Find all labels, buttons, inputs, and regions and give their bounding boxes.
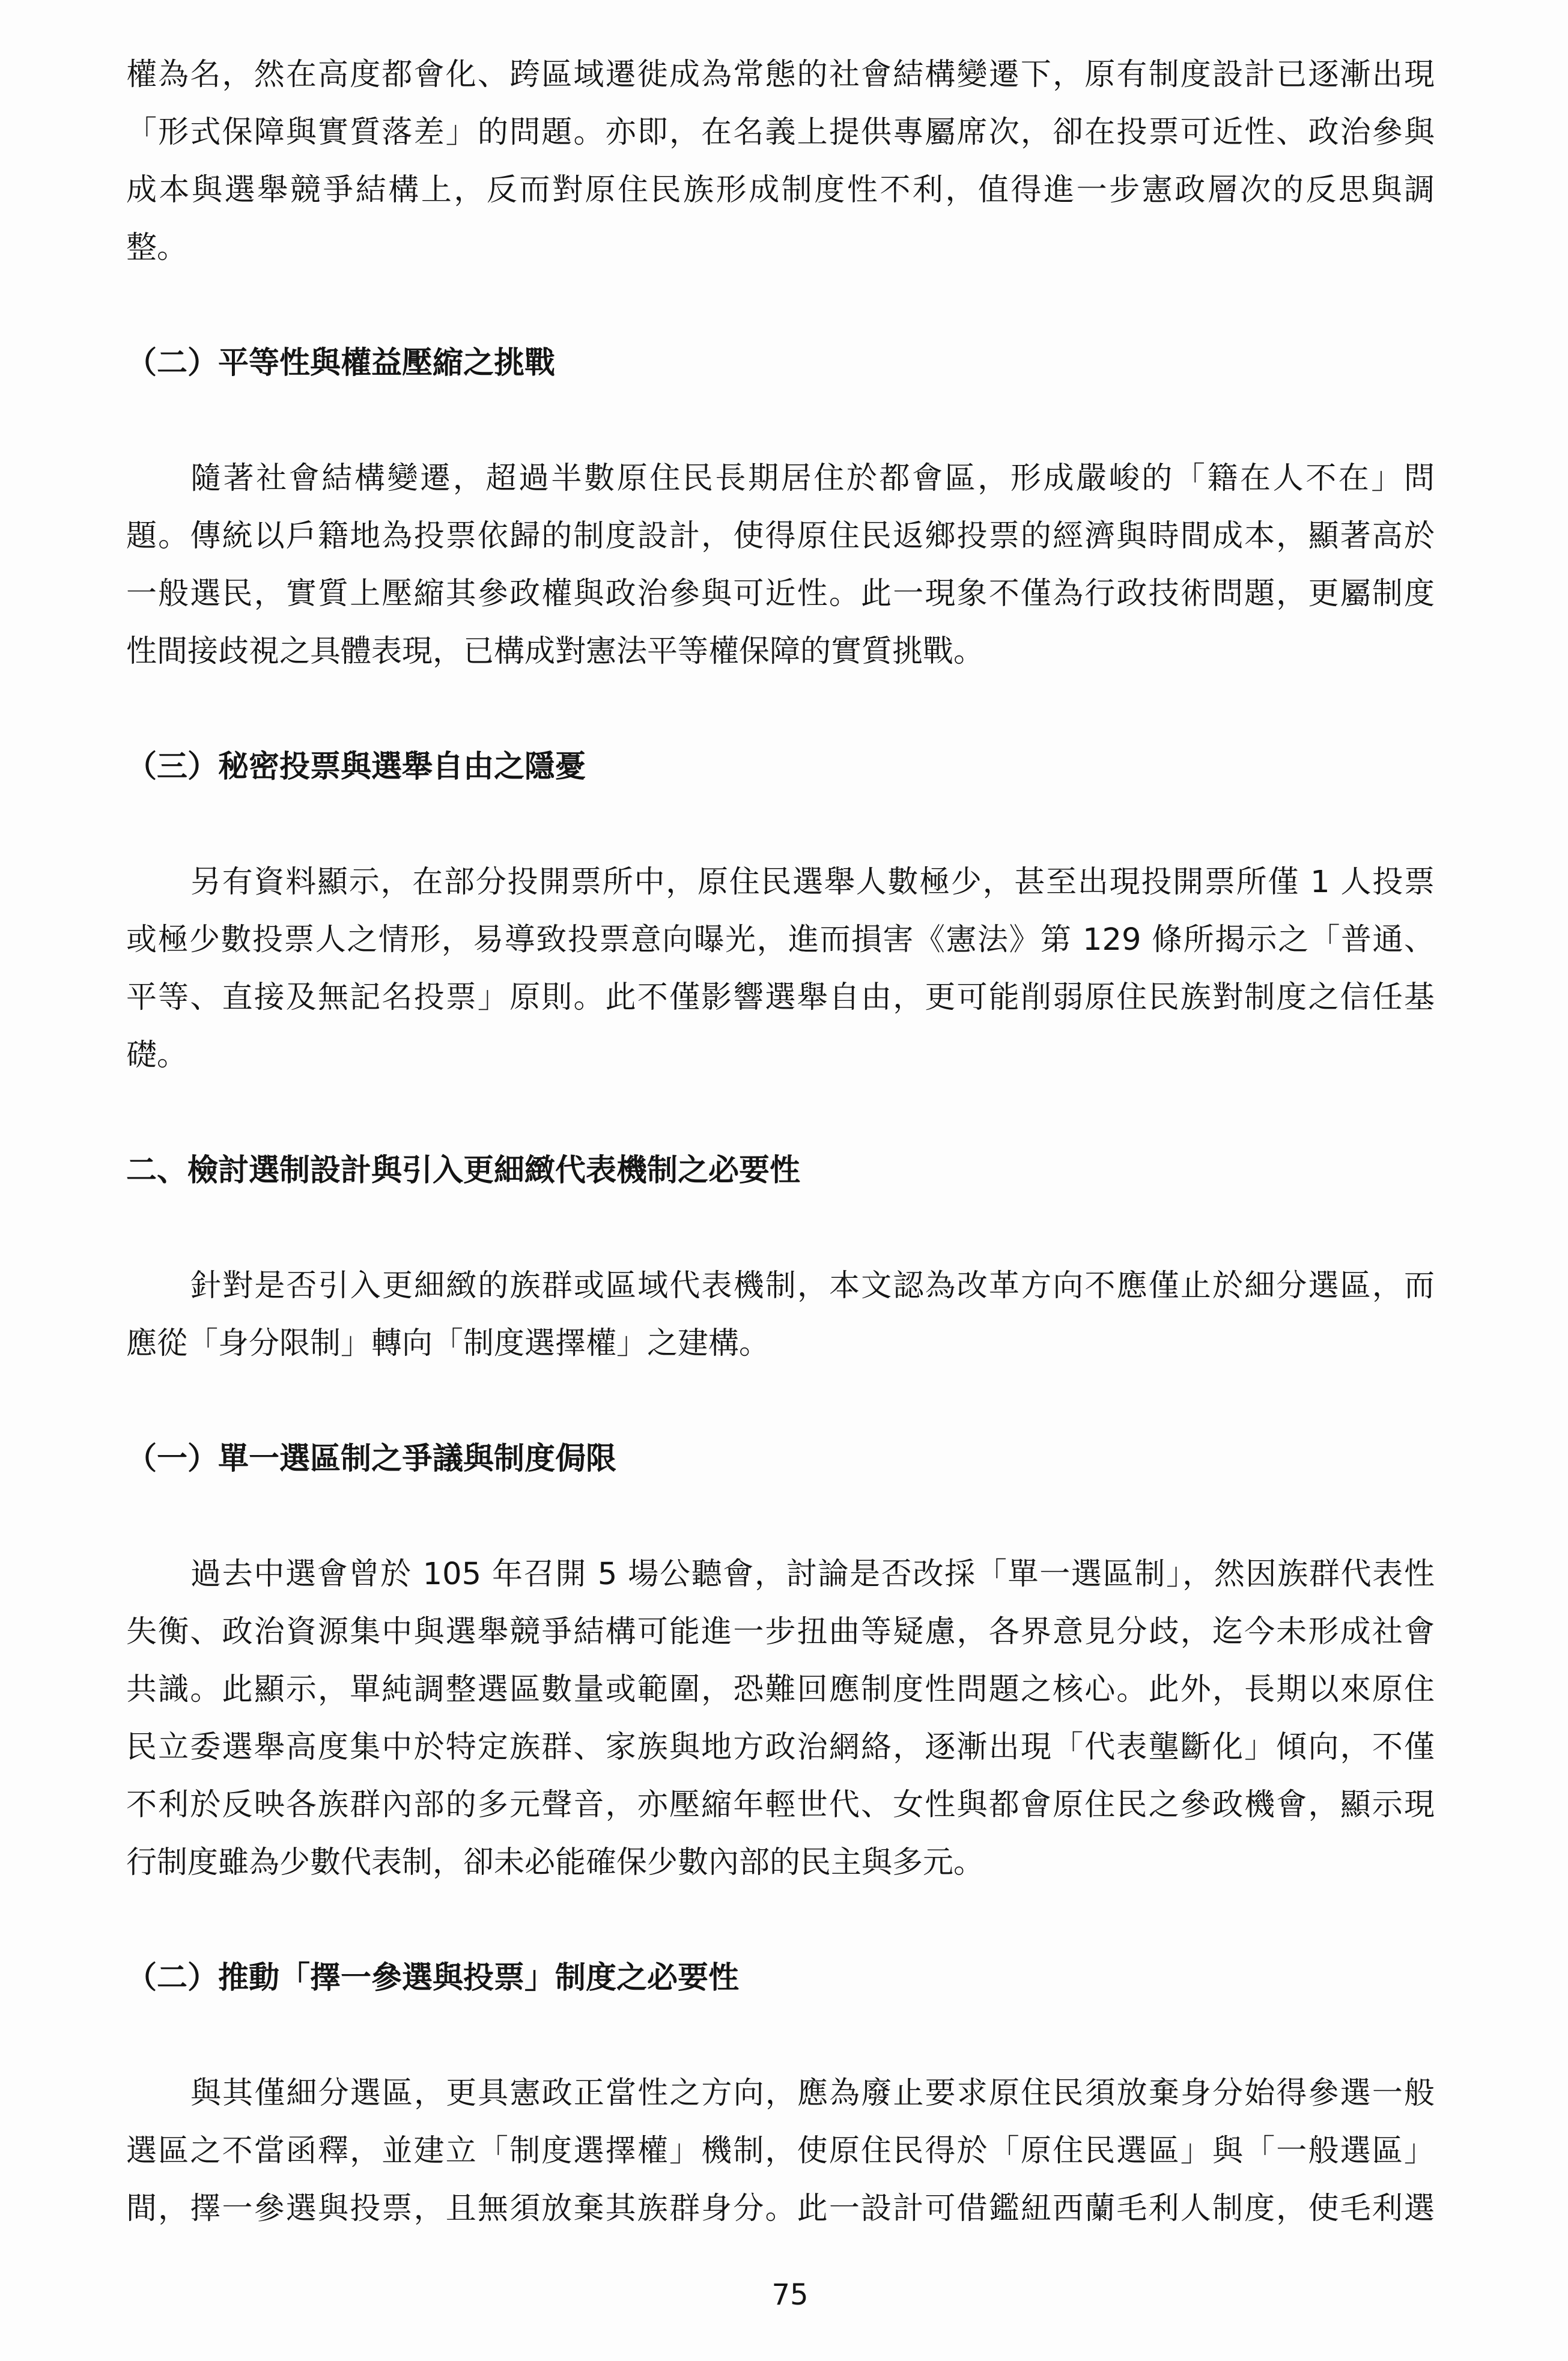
paragraph-line: 性間接歧視之具體表現，已構成對憲法平等權保障的實質挑戰。 bbox=[126, 634, 985, 669]
blank-line bbox=[126, 1488, 1435, 1546]
blank-line bbox=[126, 1084, 1435, 1142]
text-column bbox=[126, 46, 1435, 2238]
paragraph-line: 選區之不當函釋，並建立「制度選擇權」機制，使原住民得於「原住民選區」與「一般選區」 bbox=[126, 2133, 1435, 2169]
paragraph-line: 間，擇一參選與投票，且無須放棄其族群身分。此一設計可借鑑紐西蘭毛利人制度，使毛利選 bbox=[126, 2191, 1435, 2226]
page-number: 75 bbox=[771, 2278, 809, 2312]
paragraph-line: 不利於反映各族群內部的多元聲音，亦壓縮年輕世代、女性與都會原住民之參政機會，顯示現 bbox=[126, 1787, 1435, 1823]
subsection-heading: （三）秘密投票與選舉自由之隱憂 bbox=[126, 749, 586, 785]
paragraph-line: 與其僅細分選區，更具憲政正當性之方向，應為廢止要求原住民須放棄身分始得參選一般 bbox=[190, 2076, 1435, 2111]
paragraph-line: 整。 bbox=[126, 230, 188, 266]
blank-line bbox=[126, 392, 1435, 450]
paragraph-line: 應從「身分限制」轉向「制度選擇權」之建構。 bbox=[126, 1326, 770, 1361]
subsection-heading: （二）平等性與權益壓縮之挑戰 bbox=[126, 345, 556, 381]
paragraph-line: 權為名，然在高度都會化、跨區域遷徙成為常態的社會結構變遷下，原有制度設計已逐漸出現 bbox=[126, 57, 1435, 93]
paragraph-line: 一般選民，實質上壓縮其參政權與政治參與可近性。此一現象不僅為行政技術問題，更屬制度 bbox=[126, 576, 1435, 612]
paragraph-line: 行制度雖為少數代表制，卻未必能確保少數內部的民主與多元。 bbox=[126, 1845, 985, 1880]
blank-line bbox=[126, 1200, 1435, 1257]
section-heading: 二、檢討選制設計與引入更細緻代表機制之必要性 bbox=[126, 1153, 801, 1188]
subsection-heading: （二）推動「擇一參選與投票」制度之必要性 bbox=[126, 1960, 740, 1996]
blank-line bbox=[126, 1892, 1435, 1949]
paragraph-line: 隨著社會結構變遷，超過半數原住民長期居住於都會區，形成嚴峻的「籍在人不在」問 bbox=[190, 461, 1435, 496]
blank-line bbox=[126, 277, 1435, 335]
paragraph-line: 平等、直接及無記名投票」原則。此不僅影響選舉自由，更可能削弱原住民族對制度之信任基 bbox=[126, 980, 1435, 1015]
subsection-heading: （一）單一選區制之爭議與制度侷限 bbox=[126, 1441, 617, 1477]
paragraph-line: 成本與選舉競爭結構上，反而對原住民族形成制度性不利，值得進一步憲政層次的反思與調 bbox=[126, 172, 1435, 208]
paragraph-line: 針對是否引入更細緻的族群或區域代表機制，本文認為改革方向不應僅止於細分選區，而 bbox=[190, 1268, 1435, 1304]
blank-line bbox=[126, 2007, 1435, 2065]
paragraph-line: 失衡、政治資源集中與選舉競爭結構可能進一步扭曲等疑慮，各界意見分歧，迄今未形成社會 bbox=[126, 1614, 1435, 1650]
paragraph-line: 題。傳統以戶籍地為投票依歸的制度設計，使得原住民返鄉投票的經濟與時間成本，顯著高於 bbox=[126, 518, 1435, 554]
blank-line bbox=[126, 1373, 1435, 1430]
paragraph-line: 另有資料顯示，在部分投開票所中，原住民選舉人數極少，甚至出現投開票所僅 1 人投票 bbox=[190, 864, 1435, 900]
paragraph-line: 過去中選會曾於 105 年召開 5 場公聽會，討論是否改採「單一選區制」，然因族群代表性 bbox=[190, 1557, 1435, 1592]
paragraph-line: 民立委選舉高度集中於特定族群、家族與地方政治網絡，逐漸出現「代表壟斷化」傾向，不僅 bbox=[126, 1730, 1435, 1765]
paragraph-line: 「形式保障與實質落差」的問題。亦即，在名義上提供專屬席次，卻在投票可近性、政治參與 bbox=[126, 115, 1435, 150]
paragraph-line: 礎。 bbox=[126, 1038, 188, 1073]
paragraph-line: 共識。此顯示，單純調整選區數量或範圍，恐難回應制度性問題之核心。此外，長期以來原住 bbox=[126, 1672, 1435, 1707]
blank-line bbox=[126, 796, 1435, 854]
blank-line bbox=[126, 681, 1435, 738]
paragraph-line: 或極少數投票人之情形，易導致投票意向曝光，進而損害《憲法》第 129 條所揭示之「普通、 bbox=[126, 922, 1435, 958]
